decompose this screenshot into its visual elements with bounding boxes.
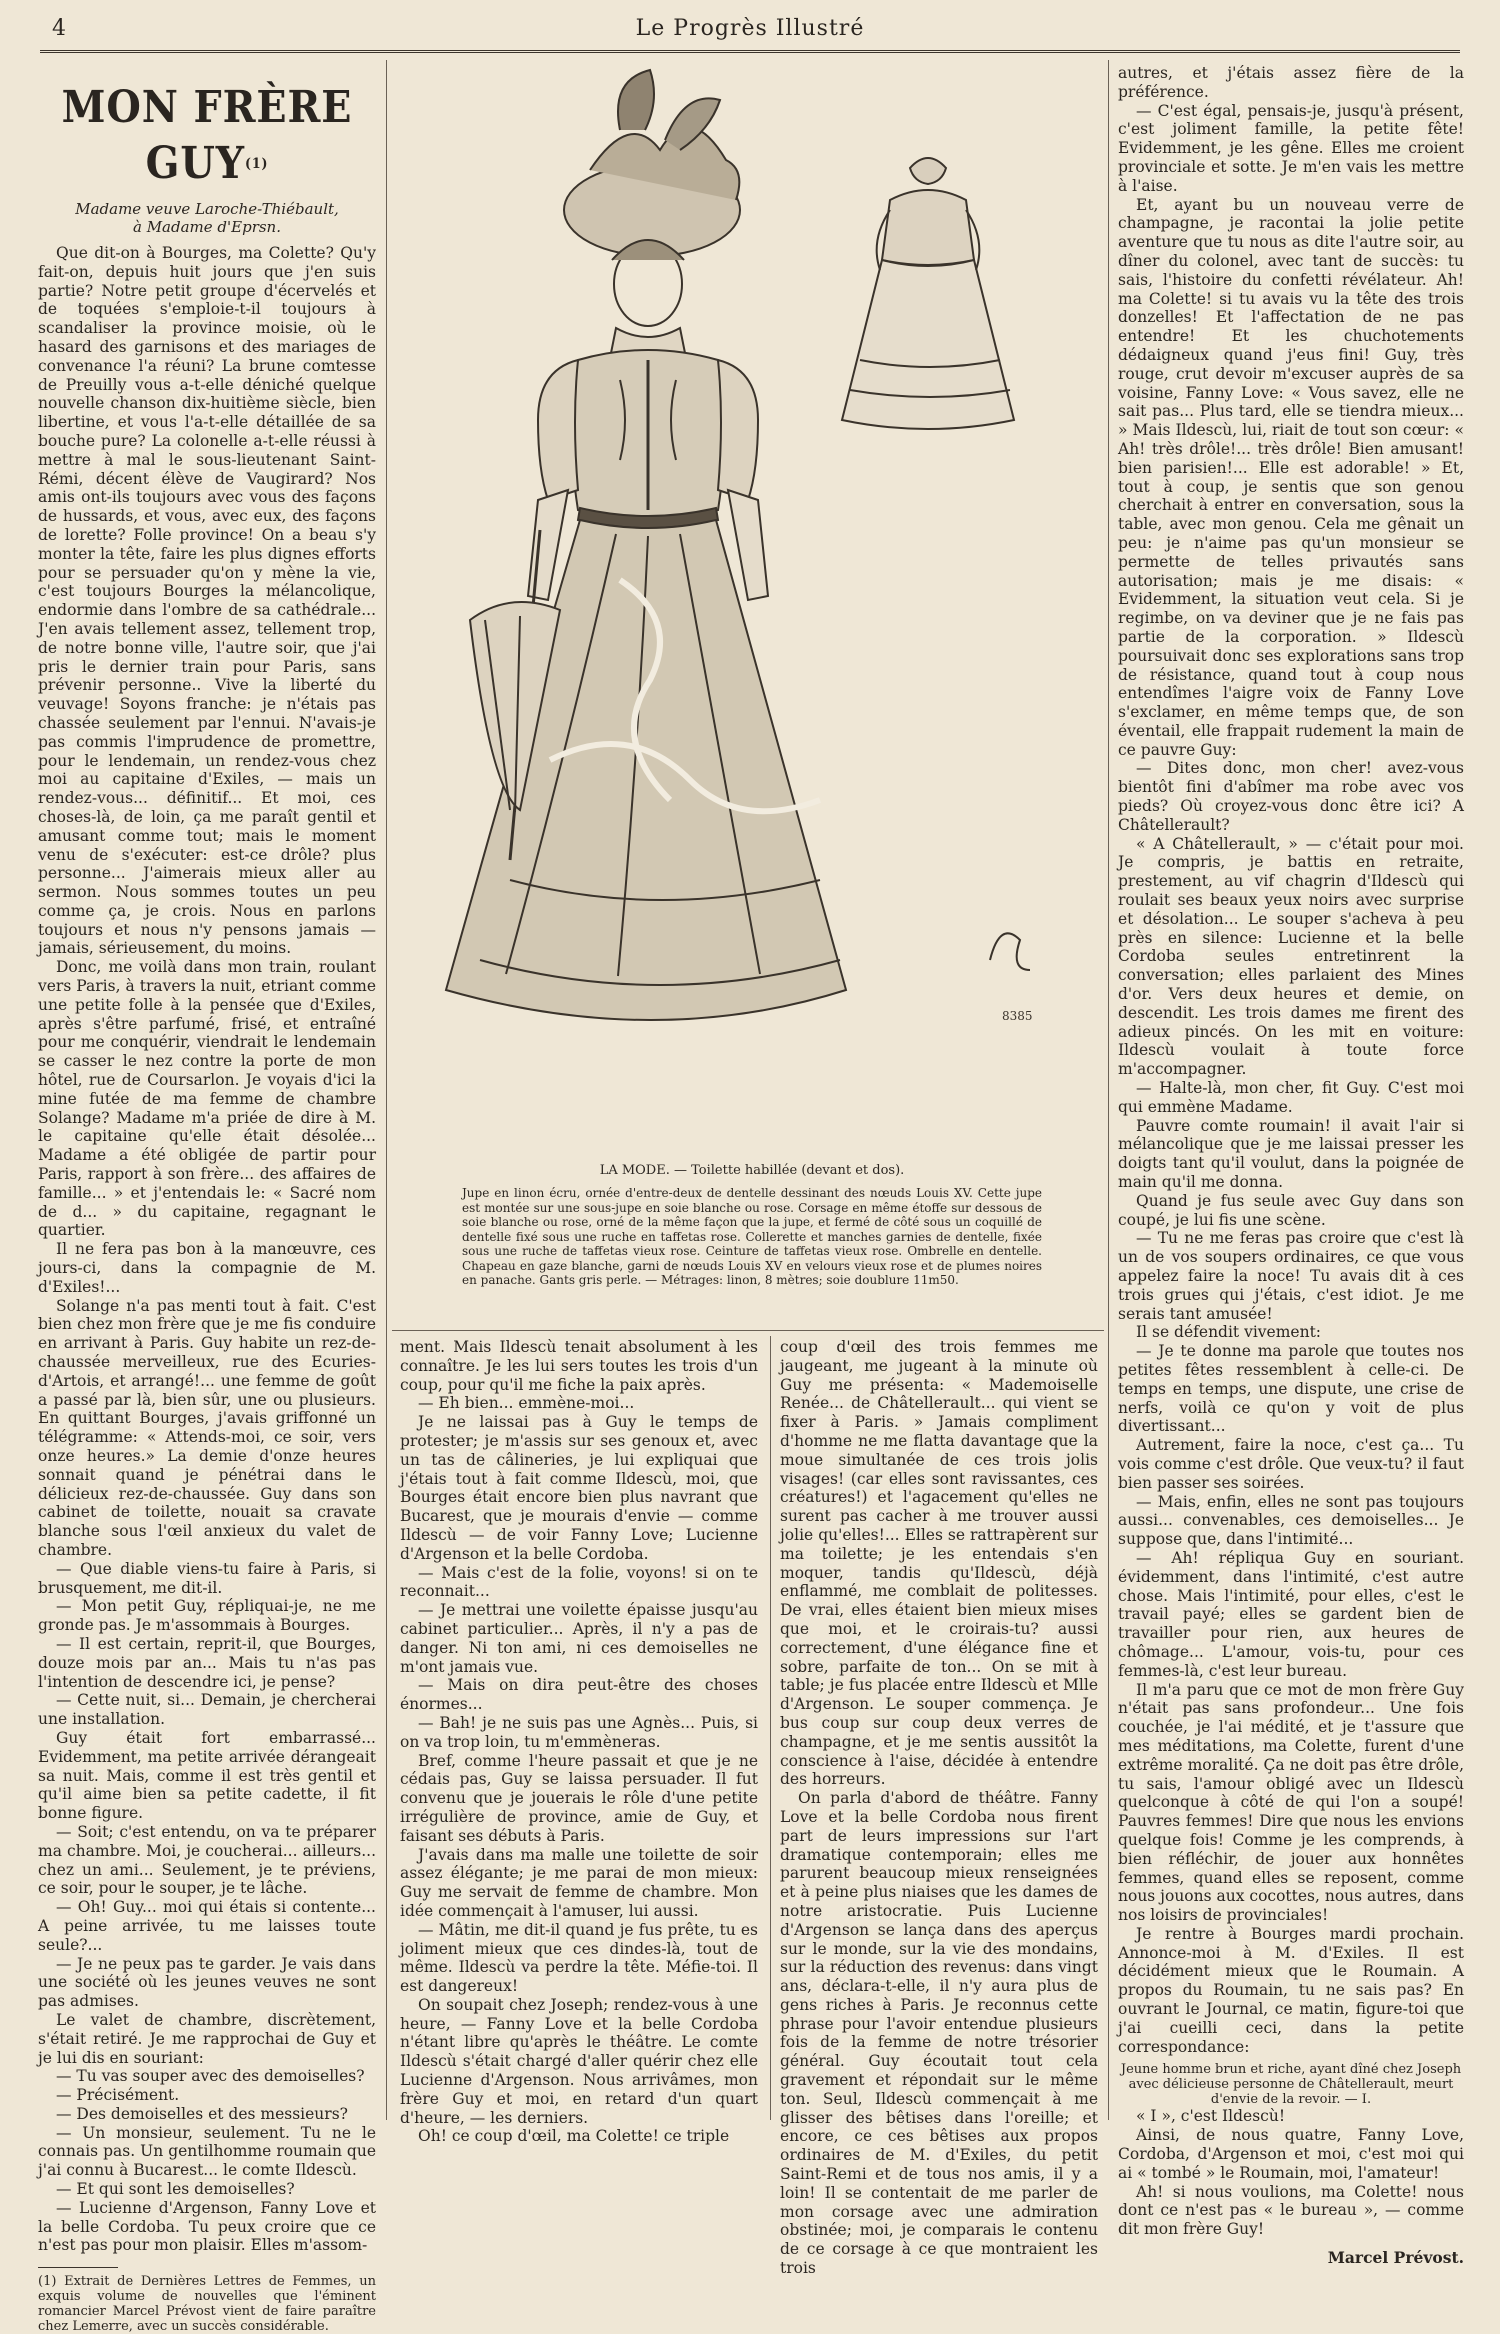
paragraph: Guy était fort embarrassé... Evidemment, ma petite arrivée dérangeait sa nuit. Mais, comme il est très gentil et qu'il aime bien sa petite cadette, il fit bonne figure. (38, 1728, 376, 1823)
fashion-plate-drawing (390, 60, 1104, 1158)
paragraph: — Mais on dira peut-être des choses énormes... (400, 1676, 758, 1714)
column-rule (770, 1336, 771, 2120)
paragraph: — Des demoiselles et des messieurs? (56, 2104, 348, 2123)
illustration-number: 8385 (1002, 1009, 1033, 1023)
paragraph: — C'est égal, pensais-je, jusqu'à présent, c'est joliment famille, la petite fête! Evidemment, je les gêne. Elles me croient provinciale et sotte. Je m'en vais les mettre à l'aise. (1118, 101, 1464, 195)
paragraph: Le valet de chambre, discrètement, s'était retiré. Je me rapprochai de Guy et je lui dis en souriant: (38, 2010, 376, 2067)
paragraph: — Ah! répliqua Guy en souriant. évidemment, dans l'intimité, c'est autre chose. Mais l'intimité, pour elles, c'est le travail payé; elles se gardent bien de travailler pour rien, aux heures de chômage... L'amour, vois-tu, pour ces femmes-là, c'est leur bureau. (1118, 1548, 1464, 1680)
paragraph: Pauvre comte roumain! il avait l'air si mélancolique que je me laissai presser les doigts tant qu'il voulut, dans la poignée de main qu'il me donna. (1118, 1116, 1464, 1192)
dedication-line-1: Madame veuve Laroche-Thiébault, (75, 200, 339, 218)
paragraph: — Eh bien... emmène-moi... (418, 1394, 635, 1413)
paragraph: — Précisément. (56, 2086, 180, 2105)
title-footnote-mark: (1) (244, 156, 269, 172)
paragraph: — Cette nuit, si... Demain, je chercherai une installation. (38, 1691, 376, 1729)
paragraph: Ainsi, de nous quatre, Fanny Love, Cordoba, d'Argenson et moi, c'est moi qui ai « tombé » le Roumain, moi, l'amateur! (1118, 2126, 1464, 2182)
column-rule (1108, 60, 1109, 2120)
author-signature: Marcel Prévost. (1327, 2248, 1464, 2268)
header-rule (40, 50, 1460, 53)
hat (564, 70, 740, 256)
paragraph: « I », c'est Ildescù! (1136, 2107, 1286, 2126)
illustration-bottom-rule (392, 1330, 1104, 1331)
paragraph: Donc, me voilà dans mon train, roulant vers Paris, à travers la nuit, etriant comme une petite folle à la pensée que d'Exiles, après s'être parfumé, frisé, et entraîné pour me conquérir, viendrait le lendemain se casser le nez contre la porte de mon hôtel, rue de Coursarlon. Je voyais d'ici la mine futée de ma femme de chambre Solange? Madame m'a priée de dire à M. le capitaine qu'elle était désolée... Madame a été obligée de partir pour Paris, rapport à son frère... des affaires de famille... » et j'entendais le: « Sacré nom de d... » du capitaine, regagnant le quartier. (38, 958, 376, 1240)
article-title: MON FRÈRE GUY$^{(1)}$ (61, 82, 353, 189)
column-4 (1118, 64, 1464, 2268)
paragraph: Il se défendit vivement: (1136, 1323, 1322, 1342)
paragraph: — Je te donne ma parole que toutes nos petites fêtes ressemblent à celle-ci. De temps en temps, une dispute, une crise de nerfs, voilà ce qu'on y voit de plus divertissant... (1118, 1342, 1464, 1436)
paragraph: Solange n'a pas menti tout à fait. C'est bien chez mon frère que je me fis conduire en arrivant à Paris. Guy habite un rez-de-chaussée merveilleux, rue des Ecuries-d'Artois, et arrangé!... une femme de goût a passé par là, bien sûr, une ou plusieurs. En quittant Bourges, j'avais griffonné un télégramme: « Attends-moi, ce soir, vers onze heures.» La demie d'onze heures sonnait quand je pénétrai dans le délicieux rez-de-chaussée. Guy dans son cabinet de toilette, nouait sa cravate blanche sous l'œil anxieux du valet de chambre. (38, 1296, 376, 1559)
paragraph: On parla d'abord de théâtre. Fanny Love et la belle Cordoba nous firent part de leurs impressions sur l'art dramatique contemporain; elles me parurent beaucoup mieux renseignées et à peine plus niaises que les dames de notre aristocratie. Puis Lucienne d'Argenson se lança dans des aperçus sur le monde, sur la vie des mondains, sur la réduction des revenus: dans vingt ans, déclara-t-elle, il n'y aura plus de gens riches à Paris. Je reconnus cette phrase pour l'avoir entendue plusieurs fois de la femme de notre trésorier général. Guy écoutait tout cela gravement et répondait sur le même ton. Seul, Ildescù commençait à me glisser des bêtises dans l'oreille; et encore, ce ces bêtises aux propos ordinaires de M. d'Exiles, du petit Saint-Remi et de tous nos amis, il y a loin! Il se contentait de me parler de mon corsage avec une admiration obstinée; moi, je comparais le contenu de ce corsage à ce que montraient les trois (780, 1789, 1098, 2278)
paragraph: Je ne laissai pas à Guy le temps de protester; je m'assis sur ses genoux et, avec un tas de câlineries, je lui expliquai que j'étais tout à fait comme Ildescù, moi, que Bourges était encore bien plus navrant que Bucarest, que je mourais d'envie — comme Ildescù — de voir Fanny Love; Lucienne d'Argenson et la belle Cordoba. (400, 1413, 758, 1563)
paragraph: « A Châtellerault, » — c'était pour moi. Je compris, je battis en retraite, prestement, au vif chagrin d'Ildescù qui roulait ses beaux yeux noirs avec surprise et désolation... Le souper s'acheva à peu près en silence: Lucienne et la belle Cordoba seules entretinrent la conversation; elles parlaient des Mines d'or. Vers deux heures et demie, on descendit. Les trois dames me firent des adieux pincés. On les mit en voiture: Ildescù voulait à toute force m'accompagner. (1118, 834, 1464, 1079)
paragraph: Je rentre à Bourges mardi prochain. Annonce-moi à M. d'Exiles. Il est décidément mieux que le Roumain. A propos du Roumain, tu ne sais pas? En ouvrant le Journal, ce matin, figure-toi que j'ai cueilli ceci, dans la petite correspondance: (1118, 1924, 1464, 2056)
column-2 (400, 1338, 758, 2146)
paragraph: ment. Mais Ildescù tenait absolument à les connaître. Je les lui sers toutes les trois d'un coup, pour qu'il me fiche la paix après. (400, 1338, 758, 1394)
dedication-line-2: à Madame d'Eprsn. (132, 218, 281, 236)
left-sleeve (538, 360, 578, 500)
column-3 (780, 1338, 1098, 2278)
column-rule (386, 60, 387, 2120)
footnote: (1) Extrait de Dernières Lettres de Femmes, un exquis volume de nouvelles que l'éminent romancier Marcel Prévost vient de faire paraître chez Lemerre, avec un succès considérable. (38, 2274, 376, 2334)
page-header (40, 8, 1460, 54)
paragraph: — Mon petit Guy, répliquai-je, ne me gronde pas. Je m'assommais à Bourges. (38, 1597, 376, 1635)
paragraph: coup d'œil des trois femmes me jaugeant, me jugeant à la minute où Guy me présenta: « Mademoiselle Renée... de Châtellerault... qui vient se fixer à Paris. » Jamais compliment d'homme ne me flatta davantage que la moue simultanée de ces trois jolis visages! (car elles sont ravissantes, ces créatures!) et l'agacement qu'elles ne surent pas cacher à me trouver aussi jolie qu'elles!... Elles se rattrapèrent sur ma toilette; je les entendais s'en moquer, tandis qu'Ildescù, déjà enflammé, me comblait de politesses. De vrai, elles étaient bien mieux mises que moi, et le croirais-tu? aussi correctement, d'une élégance fine et sobre, parfaite de ton... On se mit à table; je fus placée entre Ildescù et Mlle d'Argenson. Le souper commença. Je bus coup sur coup deux verres de champagne, et je me sentis aussitôt la conscience à l'aise, décidée à entendre des horreurs. (780, 1338, 1098, 1789)
paragraph: — Que diable viens-tu faire à Paris, si brusquement, me dit-il. (38, 1559, 376, 1597)
paragraph: — Tu vas souper avec des demoiselles? (56, 2067, 365, 2086)
paragraph: Il ne fera pas bon à la manœuvre, ces jours-ci, dans la compagnie de M. d'Exiles!... (38, 1240, 376, 1296)
paragraph: — Un monsieur, seulement. Tu ne le connais pas. Un gentilhomme roumain que j'ai connu à Bucarest... le comte Ildescù. (38, 2123, 376, 2180)
paragraph: — Mais, enfin, elles ne sont pas toujours aussi... convenables, ces demoiselles... Je suppose que, dans l'intimité... (1118, 1492, 1464, 1549)
page-number: 4 (52, 16, 66, 41)
paragraph: Que dit-on à Bourges, ma Colette? Qu'y fait-on, depuis huit jours que j'en suis partie? Notre petit groupe d'écervelés et de toquées s'emploie-t-il toujours à scandaliser la province moisie, où le hasard des garnisons et des mariages de convenance l'a réuni? La brune comtesse de Preuilly vous a-t-elle déniché quelque nouvelle chanson dix-huitième siècle, bien libertine, et vous l'a-t-elle détaillée de sa bouche pure? La colonelle a-t-elle réussi à mettre à mal le sous-lieutenant Saint-Rémi, décent élève de Vaugirard? Nos amis ont-ils toujours avec vous des façons de hussards, et vous, avec eux, des façons de lorette? Folle province! On a beau s'y monter la tête, faire les plus dignes efforts pour se persuader qu'on y mène la vie, c'est toujours Bourges la mélancolique, endormie dans l'ombre de sa cathédrale... J'en avais tellement assez, tellement trop, de notre bonne ville, l'autre soir, que j'ai pris le dernier train pour Paris, sans prévenir personne.. Vive la liberté du veuvage! Soyons franche: je n'étais pas chassée seulement par l'ennui. N'avais-je pas commis l'imprudence de promettre, pour le lendemain, un rendez-vous chez moi au capitaine d'Exiles, — mais un rendez-vous... définitif... Et moi, ces choses-là, de loin, ça me paraît gentil et amusant comme tout; mais le moment venu de s'exécuter: est-ce drôle? plus personne... J'aimerais mieux aller au sermon. Nous sommes toutes un peu comme ça, je crois. Nous en parlons toujours et nous n'y pensons jamais — jamais, sérieusement, du moins. (38, 244, 376, 958)
caption-title: LA MODE. — Toilette habillée (devant et dos). (599, 1163, 905, 1178)
back-view-figure (842, 158, 1014, 429)
paragraph: autres, et j'étais assez fière de la préférence. (1118, 64, 1464, 101)
paragraph: — Lucienne d'Argenson, Fanny Love et la belle Cordoba. Tu peux croire que ce n'est pas pour mon plaisir. Elles m'assom- (38, 2198, 376, 2255)
paragraph: Autrement, faire la noce, c'est ça... Tu vois comme c'est drôle. Que veux-tu? il faut bien passer ses soirées. (1118, 1436, 1464, 1492)
footnote-rule (38, 2267, 118, 2268)
paragraph: Ah! si nous voulions, ma Colette! nous dont ce n'est pas « le bureau », — comme dit mon frère Guy! (1118, 2182, 1464, 2239)
dedication (38, 200, 376, 236)
column-1 (38, 80, 376, 2334)
paragraph: — Mâtin, me dit-il quand je fus prête, tu es joliment mieux que ces dindes-là, tout de même. Ildescù va perdre la tête. Méfie-toi. Il est dangereux! (400, 1920, 758, 1996)
paragraph: J'avais dans ma malle une toilette de soir assez élégante; je me parai de mon mieux: Guy me servait de femme de chambre. Mon idée commençait à l'amuser, lui aussi. (400, 1845, 758, 1920)
fashion-illustration (390, 60, 1104, 1158)
journal-title: Le Progrès Illustré (635, 16, 865, 41)
paragraph: — Mais c'est de la folie, voyons! si on te reconnait... (400, 1563, 758, 1601)
paragraph: On soupait chez Joseph; rendez-vous à une heure, — Fanny Love et la belle Cordoba n'étant libre qu'après le théâtre. Le comte Ildescù s'était chargé d'aller quérir chez elle Lucienne d'Argenson. Nous arrivâmes, mon frère Guy et moi, en retard d'un quart d'heure, — les derniers. (400, 1995, 758, 2127)
paragraph: Et, ayant bu un nouveau verre de champagne, je racontai la jolie petite aventure que tu nous as dite l'autre soir, au dîner du colonel, avec tant de succès: tu sais, l'histoire du confetti révélateur. Ah! ma Colette! si tu avais vu la tête des trois donzelles! Et l'affectation de ne pas entendre! Et les chuchotements dédaigneux quand j'eus fini! Guy, très rouge, crut devoir m'excuser auprès de sa voisine, Fanny Love: « Vous savez, elle ne sait pas... Plus tard, elle se tiendra mieux... » Mais Ildescù, lui, riait de tout son cœur: « Ah! très drôle!... très drôle! Bien amusant! bien parisien!... Elle est adorable! » Et, tout à coup, je sentis que son genou cherchait à entrer en conversation, sous la table, avec mon genou. Cela me gênait un peu: je n'aime pas qu'un monsieur se permette de telles privautés sans autorisation; mais je me disais: « Evidemment, la situation veut cela. Si je regimbe, on va deviner que je ne fais pas partie de la corporation. » Ildescù poursuivait donc ses explorations sans trop de résistance, quand tout à coup nous entendîmes l'aigre voix de Fanny Love s'exclamer, en même temps que, de son éventail, elle frappait rudement la main de ce pauvre Guy: (1118, 195, 1464, 759)
paragraph: — Dites donc, mon cher! avez-vous bientôt fini d'abîmer ma robe avec vos pieds? Où croyez-vous donc être ici? A Châtellerault? (1118, 759, 1464, 834)
caption-text: Jupe en linon écru, ornée d'entre-deux de dentelle dessinant des nœuds Louis XV. Cette jupe est montée sur une sous-jupe en soie blanche ou rose. Corsage en même étoffe sur dessous de soie blanche ou rose, orné de la même façon que la jupe, et fermé de côté sous un coquillé de dentelle fixé sous une ruche en taffetas rose. Collerette et manches garnies de dentelle, fixée sous une ruche de taffetas vieux rose. Ceinture de taffetas vieux rose. Ombrelle en dentelle. Chapeau en gaze blanche, garni de nœuds Louis XV en velours vieux rose et de plumes noires en panache. Gants gris perle. — Métrages: linon, 8 mètres; soie doublure 11m50. (462, 1186, 1042, 1287)
paragraph: Il m'a paru que ce mot de mon frère Guy n'était pas sans profondeur... Une fois couchée, je l'ai médité, et je t'assure que mes méditations, ma Colette, furent d'une extrême moralité. Ça ne doit pas être drôle, tu sais, l'amour obligé avec un Ildescù quelconque à côté de qui l'on a soupé! Pauvres femmes! Dire que nous les envions quelque fois! Comme je les comprends, à bien réfléchir, de jouer aux honnêtes femmes, quand elles se reposent, comme nous jouons aux cocottes, nous autres, dans nos loisirs de provinciales! (1118, 1680, 1464, 1925)
paragraph: — Halte-là, mon cher, fit Guy. C'est moi qui emmène Madame. (1118, 1079, 1464, 1116)
paragraph: — Soit; c'est entendu, on va te préparer ma chambre. Moi, je coucherai... ailleurs... chez un ami... Seulement, je te préviens, ce soir, pour le souper, je te lâche. (38, 1822, 376, 1898)
paragraph: — Il est certain, reprit-il, que Bourges, douze mois par an... Mais tu n'as pas l'intention de descendre ici, je pense? (38, 1634, 376, 1691)
paragraph: — Oh! Guy... moi qui étais si contente... A peine arrivée, tu me laisses toute seule?... (38, 1898, 376, 1954)
right-sleeve (718, 360, 758, 500)
paragraph: Quand je fus seule avec Guy dans son coupé, je lui fis une scène. (1118, 1191, 1464, 1229)
paragraph: — Tu ne me feras pas croire que c'est là un de vos soupers ordinaires, ce que vous appelez faire la noce! Tu avais dit à ces trois grues qui j'étais, c'est idiot. Je me serais tant amusée! (1118, 1229, 1464, 1323)
classified-notice: Jeune homme brun et riche, ayant dîné chez Joseph avec délicieuse personne de Châtellerault, meurt d'envie de la revoir. — I. (1120, 2062, 1462, 2108)
paragraph: Bref, comme l'heure passait et que je ne cédais pas, Guy se laissa persuader. Il fut convenu que je jouerais le rôle d'une petite irrégulière de province, amie de Guy, et faisant ses débuts à Paris. (400, 1751, 758, 1845)
paragraph: — Je ne peux pas te garder. Je vais dans une société où les jeunes veuves ne sont pas admises. (38, 1954, 376, 2011)
paragraph: — Je mettrai une voilette épaisse jusqu'au cabinet particulier... Après, il n'y a pas de danger. Ni ton ami, ni ces demoiselles ne m'ont jamais vue. (400, 1601, 758, 1676)
illustration-caption (462, 1162, 1042, 1322)
paragraph: — Et qui sont les demoiselles? (56, 2180, 295, 2199)
paragraph: — Bah! je ne suis pas une Agnès... Puis, si on va trop loin, tu m'emmèneras. (400, 1713, 758, 1751)
paragraph: Oh! ce coup d'œil, ma Colette! ce triple (418, 2127, 730, 2146)
